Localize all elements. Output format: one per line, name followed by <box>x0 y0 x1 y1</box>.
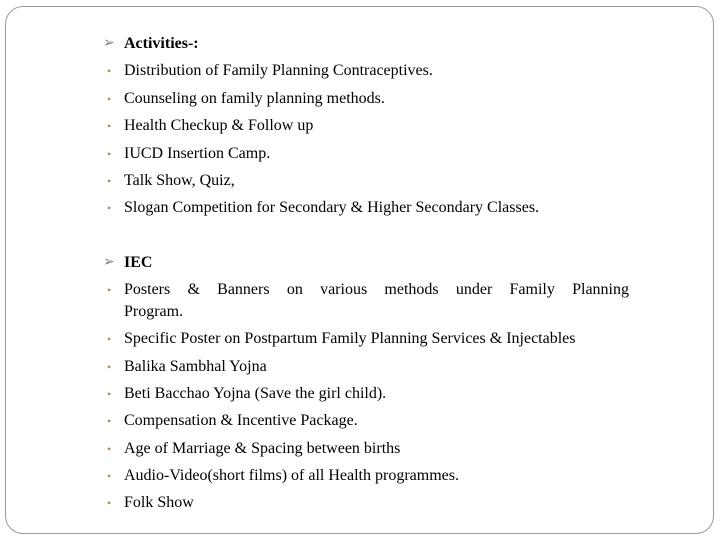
list-item: Audio-Video(short films) of all Health programmes. <box>124 467 459 484</box>
bullet-icon: • <box>107 283 112 297</box>
list-item: Distribution of Family Planning Contraceptives. <box>124 62 433 79</box>
list-item: IUCD Insertion Camp. <box>124 145 271 162</box>
bullet-icon: • <box>107 414 112 428</box>
list-item: Health Checkup & Follow up <box>124 117 314 134</box>
bullet-icon: • <box>107 201 112 215</box>
bullet-icon: • <box>107 92 112 106</box>
bullet-icon: • <box>107 332 112 346</box>
list-item: Slogan Competition for Secondary & Higher Secondary Classes. <box>124 199 540 216</box>
bullet-icon: • <box>107 469 112 483</box>
bullet-icon: • <box>107 442 112 456</box>
list-item: Compensation & Incentive Package. <box>124 412 358 429</box>
arrow-bullet-icon: ➢ <box>103 36 115 51</box>
bullet-icon: • <box>107 119 112 133</box>
list-item-continuation: Program. <box>124 303 184 320</box>
list-item: Age of Marriage & Spacing between births <box>124 440 401 457</box>
bullet-icon: • <box>107 147 112 161</box>
list-item: Folk Show <box>124 494 194 511</box>
bullet-icon: • <box>107 387 112 401</box>
list-item: Talk Show, Quiz, <box>124 172 235 189</box>
bullet-icon: • <box>107 64 112 78</box>
list-item: Counseling on family planning methods. <box>124 90 385 107</box>
section-heading-activities: Activities-: <box>124 35 199 52</box>
section-heading-iec: IEC <box>124 254 153 271</box>
arrow-bullet-icon: ➢ <box>103 255 115 270</box>
list-item: Posters & Banners on various methods under Family Planning <box>124 281 629 298</box>
list-item: Beti Bacchao Yojna (Save the girl child). <box>124 385 387 402</box>
bullet-icon: • <box>107 360 112 374</box>
list-item: Specific Poster on Postpartum Family Planning Services & Injectables <box>124 330 576 347</box>
bullet-icon: • <box>107 174 112 188</box>
list-item: Balika Sambhal Yojna <box>124 358 267 375</box>
bullet-icon: • <box>107 496 112 510</box>
